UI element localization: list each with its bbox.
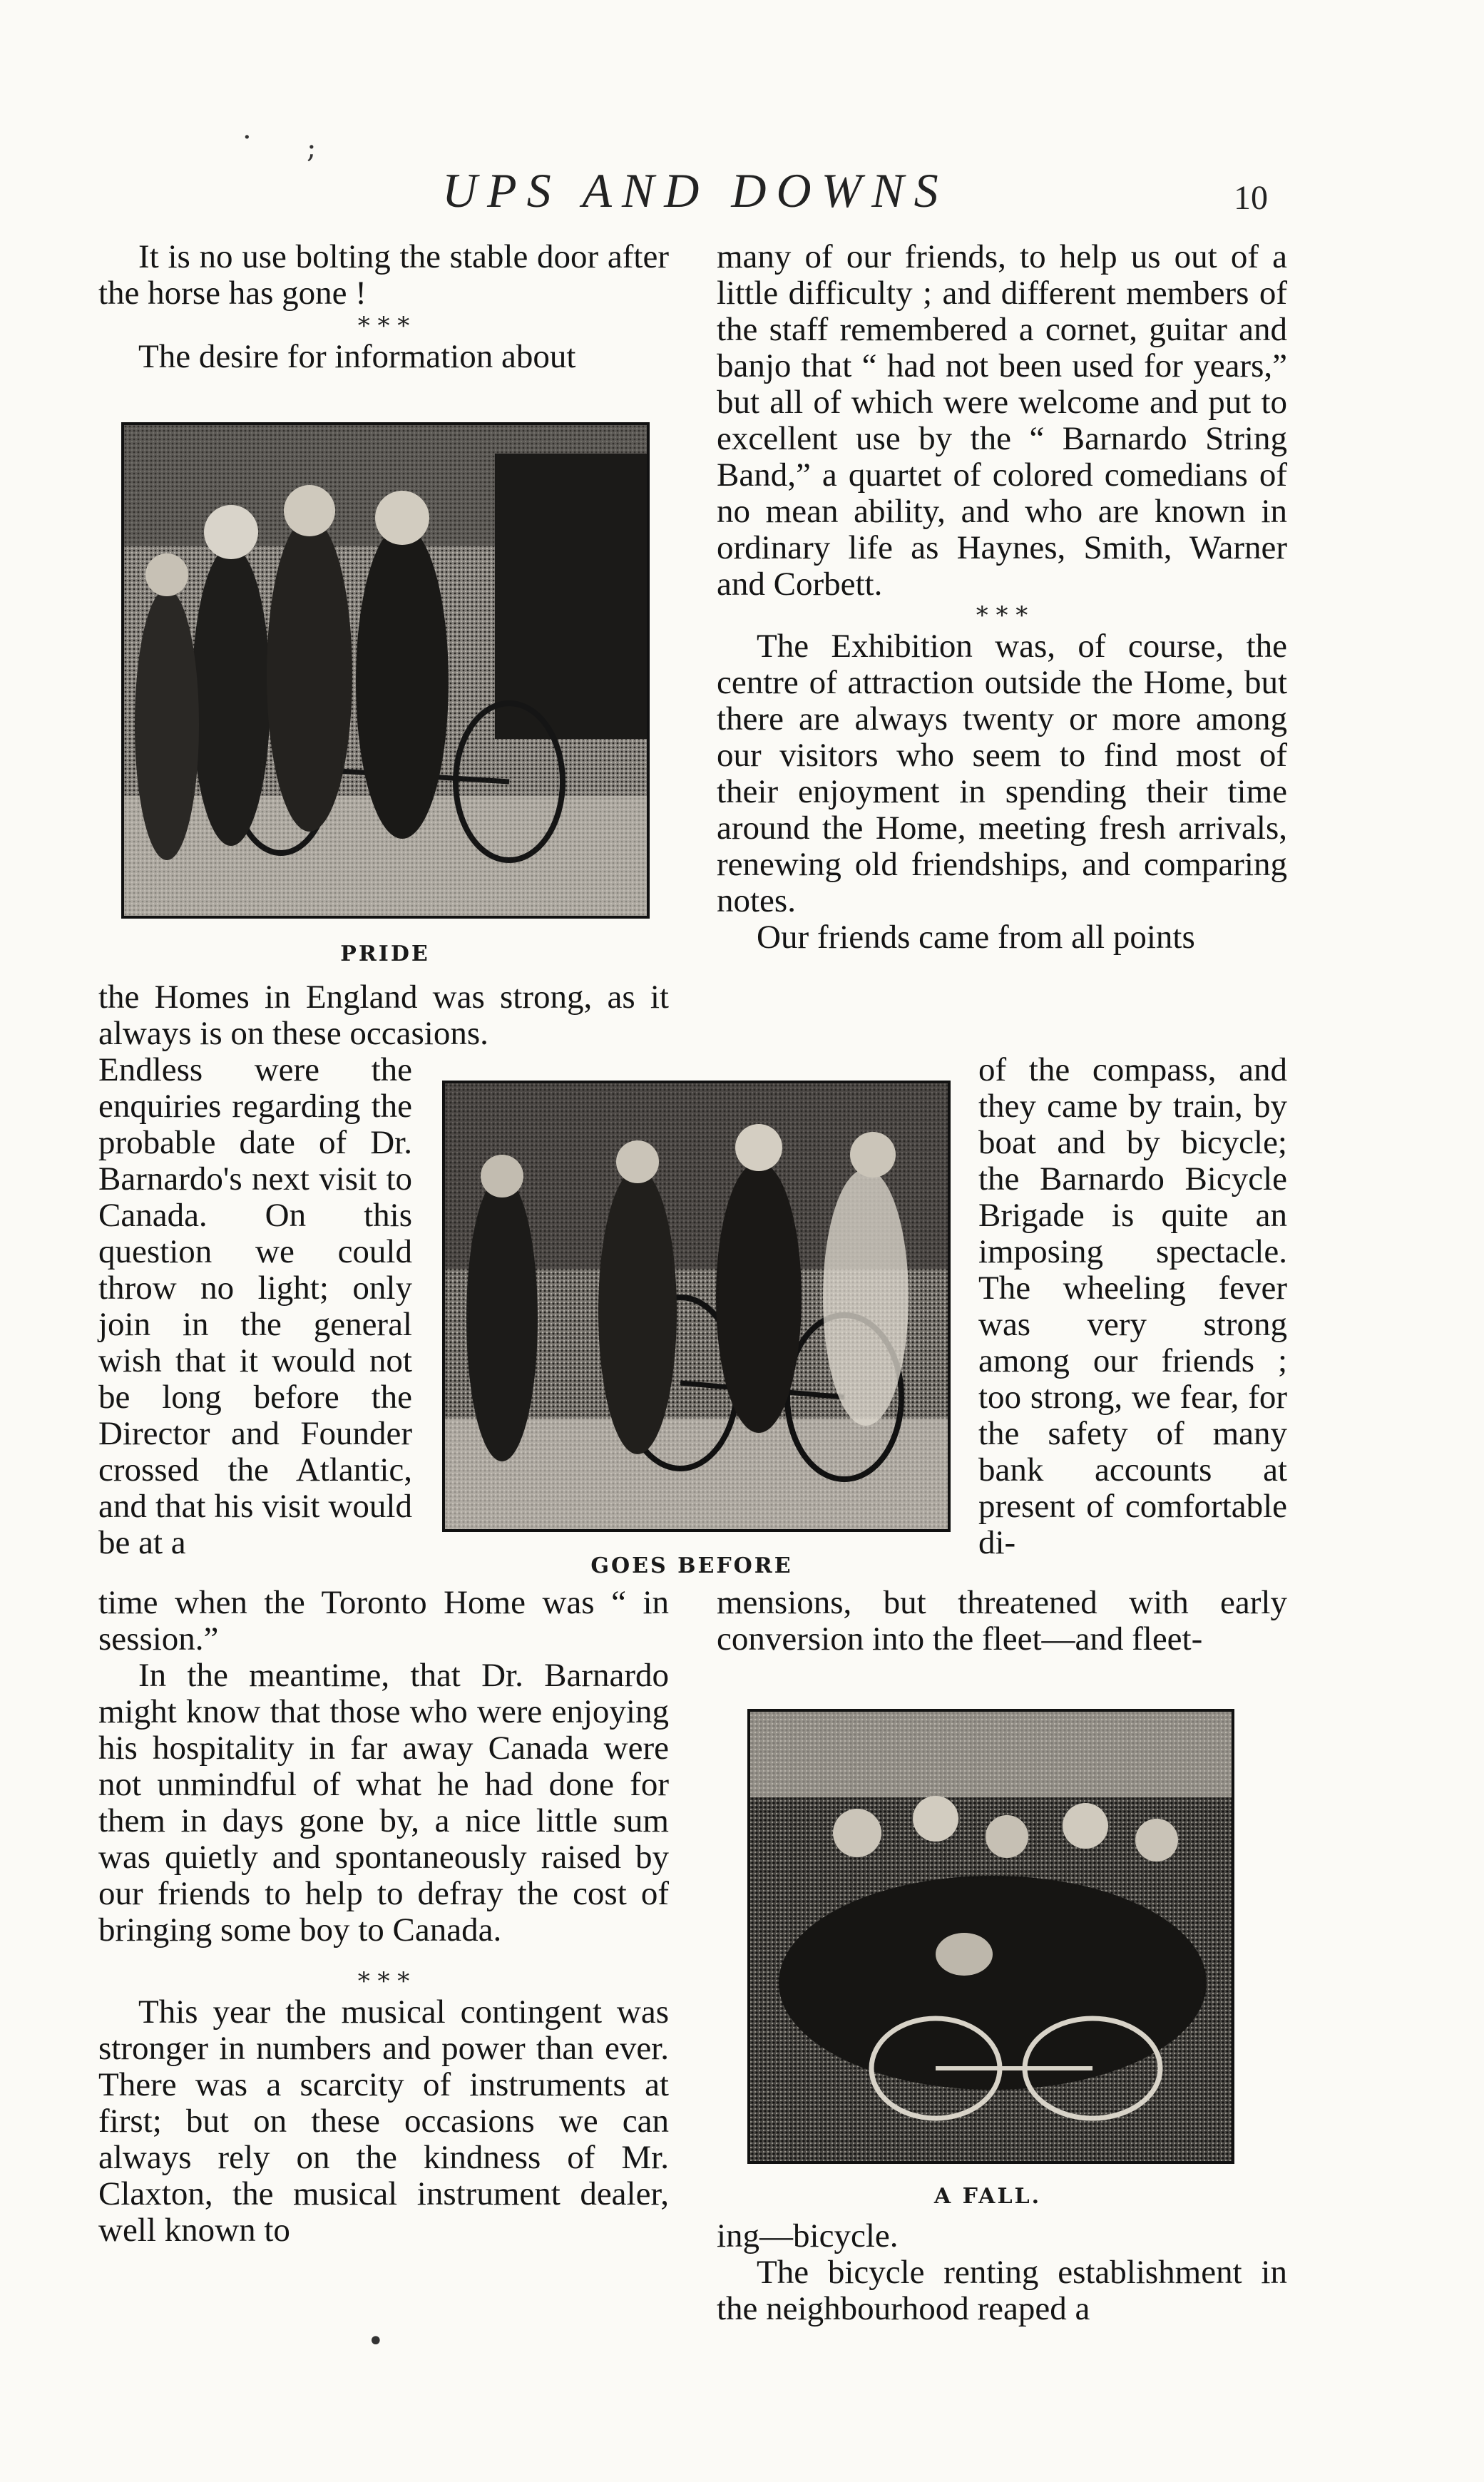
left-column-bottom	[98, 1585, 669, 2249]
paragraph: time when the Toronto Home was “ in session.”	[98, 1584, 669, 1658]
page-number: 10	[1234, 179, 1268, 217]
paragraph: many of our friends, to help us out of a little difficulty ; and different members of the staff remembered a cornet, guitar and banjo that “ had not been used for years,” but all of which were welcome and put to excellent use by the “ Barnardo String Band,” a quartet of colored comedians of no mean ability, and who are known in ordinary life as Haynes, Smith, Warner and Corbett.	[717, 238, 1287, 603]
left-column-mid	[98, 979, 669, 1052]
photo-caption: PRIDE	[340, 941, 430, 966]
paragraph: Endless were the enquiries regarding the probable date of Dr. Barnardo's next visit to Canada. On this question we could throw no light; only join in the general wish that it would not be long before the Director and Founder crossed the Atlantic, and that his visit would be at a	[98, 1051, 412, 1561]
photo-men-with-bicycle	[121, 422, 650, 919]
paragraph: Our friends came from all points	[757, 919, 1195, 956]
left-column-top	[98, 239, 669, 375]
paragraph: The bicycle renting establishment in the neighbourhood reaped a	[717, 2254, 1287, 2327]
paragraph: the Homes in England was strong, as it always is on these occasions.	[98, 979, 669, 1052]
section-divider-stars: * * *	[357, 1967, 410, 1996]
print-speck: ;	[307, 132, 317, 165]
paragraph: mensions, but threatened with early conversion into the fleet—and fleet-	[717, 1584, 1287, 1658]
paragraph: This year the musical contingent was stronger in numbers and power than ever. There was a scarcity of instruments at first; but on these occasions we can always rely on the kindness of Mr. Claxton, the musical instrument dealer, well known to	[98, 1993, 669, 2249]
paragraph: The desire for information about	[138, 338, 576, 375]
left-column-narrow	[98, 1052, 412, 1561]
paragraph: of the compass, and they came by train, by boat and by bicycle; the Barnardo Bicycle Brigade is quite an imposing spectacle. The wheeling fever was very strong among our friends ; too strong, we fear, for the safety of many bank accounts at present of comfortable di-	[978, 1051, 1287, 1561]
photo-caption: A FALL.	[933, 2184, 1042, 2209]
photo-group-with-bicycle	[442, 1081, 951, 1532]
section-divider-stars: * * *	[357, 312, 410, 340]
paragraph: ing—bicycle.	[717, 2217, 899, 2254]
photo-men-with-bicycle-icon	[124, 425, 647, 916]
photo-crowd-with-fallen-bicycle-icon	[750, 1712, 1232, 2161]
section-divider-stars: * * *	[976, 601, 1028, 630]
right-column-bottom	[717, 2218, 1287, 2327]
paragraph: The Exhibition was, of course, the centre of attraction outside the Home, but there are always twenty or more among our visitors who seem to find most of their enjoyment in spending their time around the Home, meeting fresh arrivals, renewing old friendships, and comparing notes.	[717, 628, 1287, 919]
right-column-top	[717, 239, 1287, 956]
print-speck: •	[367, 2325, 384, 2358]
right-column-narrow	[978, 1052, 1287, 1561]
print-speck: ·	[242, 121, 252, 154]
paragraph: In the meantime, that Dr. Barnardo might know that those who were enjoying his hospitality in far away Canada were not unmindful of what he had done for them in days gone by, a nice little sum was quietly and spontaneously raised by our friends to help to defray the cost of bringing some boy to Canada.	[98, 1657, 669, 1949]
photo-crowd-with-fallen-bicycle	[747, 1709, 1234, 2164]
paragraph: It is no use bolting the stable door after the horse has gone !	[98, 238, 669, 312]
right-column-mid	[717, 1585, 1287, 1658]
photo-group-with-bicycle-icon	[445, 1083, 948, 1529]
running-header: UPS AND DOWNS	[442, 163, 948, 218]
photo-caption: GOES BEFORE	[590, 1553, 793, 1578]
